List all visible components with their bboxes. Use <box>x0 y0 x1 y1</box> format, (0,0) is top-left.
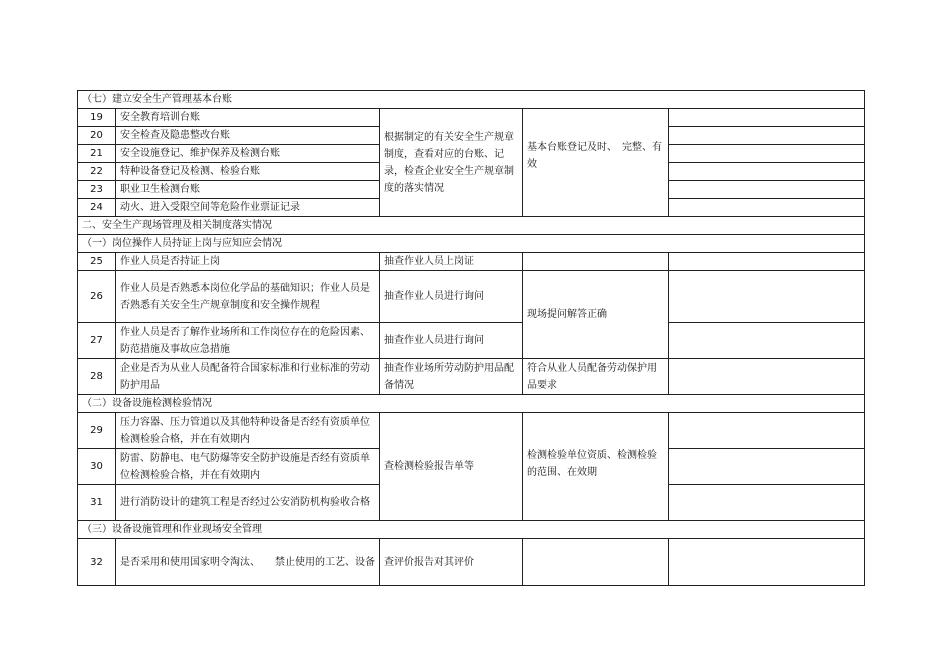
table-row <box>78 413 865 449</box>
check-item: 防雷、防静电、电气防爆等安全防护设施是否经有资质单位检测检验合格，并在有效期内 <box>116 449 380 485</box>
result-cell <box>669 539 865 586</box>
check-item: 是否采用和使用国家明令淘汰、 禁止使用的工艺、设备 <box>116 539 380 586</box>
result-cell <box>669 413 865 449</box>
check-item: 企业是否为从业人员配备符合国家标准和行业标准的劳动防护用品 <box>116 359 380 395</box>
table-row <box>78 323 865 359</box>
inspection-checklist-table <box>77 90 865 586</box>
check-standard: 符合从业人员配备劳动保护用品要求 <box>523 359 669 395</box>
check-item: 特种设备登记及检测、检验台账 <box>116 163 380 181</box>
table-row <box>78 253 865 271</box>
check-method: 抽查作业人员进行询问 <box>380 323 523 359</box>
row-number: 32 <box>78 539 116 586</box>
check-standard <box>523 253 669 271</box>
section-row <box>78 235 865 253</box>
result-cell <box>669 359 865 395</box>
result-cell <box>669 163 865 181</box>
result-cell <box>669 109 865 127</box>
result-cell <box>669 145 865 163</box>
check-item: 进行消防设计的建筑工程是否经过公安消防机构验收合格 <box>116 485 380 521</box>
result-cell <box>669 449 865 485</box>
check-standard: 基本台账登记及时、 完整、有效 <box>523 109 669 217</box>
check-item: 动火、进入受限空间等危险作业票证记录 <box>116 199 380 217</box>
check-method: 抽查作业人员上岗证 <box>380 253 523 271</box>
section-row <box>78 217 865 235</box>
row-number: 24 <box>78 199 116 217</box>
check-item: 作业人员是否了解作业场所和工作岗位存在的危险因素、防范措施及事故应急措施 <box>116 323 380 359</box>
table-row <box>78 271 865 323</box>
subsection-title: （三）设备设施管理和作业现场安全管理 <box>78 521 865 539</box>
check-method: 抽查作业人员进行询问 <box>380 271 523 323</box>
row-number: 20 <box>78 127 116 145</box>
row-number: 28 <box>78 359 116 395</box>
subsection-title: （二）设备设施检测检验情况 <box>78 395 865 413</box>
check-method: 查评价报告对其评价 <box>380 539 523 586</box>
table-row <box>78 109 865 127</box>
check-item: 压力容器、压力管道以及其他特种设备是否经有资质单位检测检验合格，并在有效期内 <box>116 413 380 449</box>
check-item: 安全教育培训台账 <box>116 109 380 127</box>
result-cell <box>669 323 865 359</box>
check-item: 安全检查及隐患整改台账 <box>116 127 380 145</box>
section-row <box>78 521 865 539</box>
row-number: 19 <box>78 109 116 127</box>
result-cell <box>669 127 865 145</box>
row-number: 23 <box>78 181 116 199</box>
result-cell <box>669 485 865 521</box>
row-number: 22 <box>78 163 116 181</box>
subsection-title: （一）岗位操作人员持证上岗与应知应会情况 <box>78 235 865 253</box>
result-cell <box>669 181 865 199</box>
check-item: 作业人员是否持证上岗 <box>116 253 380 271</box>
row-number: 27 <box>78 323 116 359</box>
check-standard: 检测检验单位资质、检测检验的范围、在效期 <box>523 413 669 521</box>
check-standard <box>523 539 669 586</box>
row-number: 21 <box>78 145 116 163</box>
row-number: 26 <box>78 271 116 323</box>
check-standard: 现场提问解答正确 <box>523 271 669 359</box>
result-cell <box>669 271 865 323</box>
row-number: 29 <box>78 413 116 449</box>
row-number: 31 <box>78 485 116 521</box>
section-row <box>78 91 865 109</box>
row-number: 25 <box>78 253 116 271</box>
section-row <box>78 395 865 413</box>
check-item: 作业人员是否熟悉本岗位化学品的基础知识；作业人员是否熟悉有关安全生产规章制度和安全操作规程 <box>116 271 380 323</box>
table-row <box>78 359 865 395</box>
result-cell <box>669 253 865 271</box>
check-method: 根据制定的有关安全生产规章制度，查看对应的台账、记录，检查企业安全生产规章制度的落实情况 <box>380 109 523 217</box>
check-method: 查检测检验报告单等 <box>380 413 523 521</box>
section-title: 二、安全生产现场管理及相关制度落实情况 <box>78 217 865 235</box>
check-item: 安全设施登记、维护保养及检测台账 <box>116 145 380 163</box>
section-title: （七）建立安全生产管理基本台账 <box>78 91 865 109</box>
result-cell <box>669 199 865 217</box>
row-number: 30 <box>78 449 116 485</box>
table-row <box>78 539 865 586</box>
check-item: 职业卫生检测台账 <box>116 181 380 199</box>
check-method: 抽查作业场所劳动防护用品配备情况 <box>380 359 523 395</box>
